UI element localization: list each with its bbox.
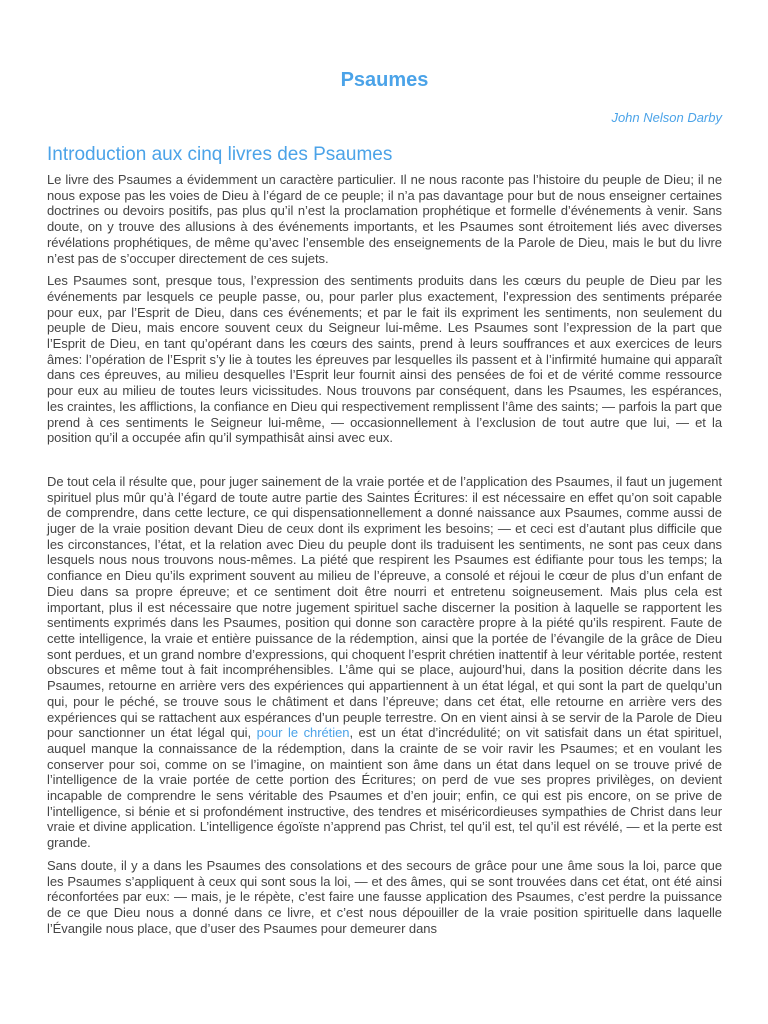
paragraph-3: [47, 474, 722, 851]
pour-le-chretien-link[interactable]: pour le chrétien: [256, 725, 350, 741]
page-title: Psaumes: [340, 69, 429, 91]
paragraph-3-text-start: De tout cela il résulte que, pour juger sainement de la vraie portée et de l’application des Psaumes, il faut un jugement spirituel plus mûr qu’à l’égard de toute autre partie des Saintes Écritures: il est nécessaire en effet qu’on soit capable de comprendre, dans cette lecture, ce qui dispensationnellement a donné naissance aux Psaumes, comme aussi de juger de la vraie position devant Dieu de ceux dont ils expriment les besoins; — et ceci est d’autant plus difficile que les circonstances, l’état, et la relation avec Dieu du peuple dont ils traduisent les sentiments, ne sont pas ceux dans lesquels nous nous trouvons nous-mêmes. La piété que respirent les Psaumes est édifiante pour tous les temps; la confiance en Dieu qu’ils expriment souvent au milieu de l’épreuve, a consolé et réjoui le cœur de plus d’un enfant de Dieu dans sa propre épreuve; et ce sentiment doit être nourri et entretenu soigneusement. Mais plus cela est important, plus il est nécessaire que notre jugement spirituel sache discerner la position à laquelle se rapportent les sentiments exprimés dans les Psaumes, position qui donne son caractère propre à la piété qu’ils respirent. Faute de cette intelligence, la vraie et entière puissance de la rédemption, ainsi que la portée de l’évangile de la grâce de Dieu sont perdues, et un grand nombre d’expressions, qui choquent l’esprit chrétien inattentif à leur véritable portée, restent obscures et même tout à fait incompréhensibles. L’âme qui se place, aujourd’hui, dans la position décrite dans les Psaumes, retourne en arrière vers des expériences qui appartiennent à un état légal, et qui sont la part de quelqu’un qui, pour le péché, se trouve sous le châtiment et dans l’épreuve; dans cet état, elle retourne en arrière vers des expériences qui se rattachent aux espérances d’un peuple terrestre. On en vient ainsi à se servir de la Parole de Dieu pour sanctionner un état légal qui,: [47, 473, 722, 741]
paragraph-1: Le livre des Psaumes a évidemment un caractère particulier. Il ne nous raconte pas l’histoire du peuple de Dieu; il ne nous expose pas les voies de Dieu à l’égard de ce peuple; il n’a pas davantage pour but de nous enseigner certaines doctrines ou devoirs positifs, pas plus qu’il n’est la proclamation prophétique et formelle d’événements à venir. Sans doute, on y trouve des allusions à des événements importants, et les Psaumes sont étroitement liés avec diverses révélations prophétiques, de même qu’avec l’ensemble des enseignements de la Parole de Dieu, mais le but du livre n’est pas de s’occuper directement de ces sujets.: [47, 172, 722, 266]
author-name: John Nelson Darby: [611, 110, 722, 125]
paragraph-3-text-end: , est un état d’incrédulité; on vit satisfait dans un état spirituel, auquel manque la connaissance de la rédemption, dans la crainte de se voir ravir les Psaumes; et en voulant les conserver pour soi, comme on se l’imagine, on maintient son âme dans un état dans lequel on se trouve privé de l’intelligence de la vraie portée de cette portion des Écritures; on perd de vue ses propres privilèges, on devient incapable de comprendre le sens véritable des Psaumes et d’en jouir; enfin, ce qui est pis encore, on se prive de l’intelligence, si bénie et si profondément instructive, des tendres et miséricordieuses sympathies de Christ dans leur vraie et divine application. L’intelligence égoïste n’apprend pas Christ, tel qu’il est, tel qu’il est révélé, — et la perte est grande.: [47, 725, 723, 851]
paragraph-4: Sans doute, il y a dans les Psaumes des consolations et des secours de grâce pour une âme sous la loi, parce que les Psaumes s’appliquent à ceux qui sont sous la loi, — et des âmes, qui se sont trouvées dans cet état, ont été ainsi réconfortées par eux: — mais, je le répète, c’est faire une fausse application des Psaumes, c’est perdre la puissance de ce que Dieu nous a donné dans ce livre, et c’est nous dépouiller de la vraie position spirituelle dans laquelle l’Évangile nous place, que d’user des Psaumes pour demeurer dans: [47, 857, 722, 936]
paragraph-2: Les Psaumes sont, presque tous, l’expression des sentiments produits dans les cœurs du peuple de Dieu par les événements par lesquels ce peuple passe, ou, pour parler plus exactement, l’expression des sentiments préparée pour eux, par l’Esprit de Dieu, dans ces événements; et par le fait ils expriment les sentiments, non seulement du peuple de Dieu, mais encore souvent ceux du Seigneur lui-même. Les Psaumes sont l’expression de la part que l’Esprit de Dieu, en tant qu’opérant dans les cœurs des saints, prend à leurs souffrances et aux exercices de leurs âmes: l’opération de l’Esprit s’y lie à toutes les épreuves par lesquelles ils passent et à l’infirmité humaine qui apparaît dans ces épreuves, au milieu desquelles l’Esprit leur fournit ainsi des pensées de foi et de vérité comme ressource pour eux au milieu de toutes leurs vicissitudes. Nous trouvons par conséquent, dans les Psaumes, les espérances, les craintes, les afflictions, la confiance en Dieu qui respectivement remplissent l’âme des saints; — parfois la part que prend à ces sentiments le Seigneur lui-même, — occasionnellement à l’exclusion de tout autre que lui, — et la position qu’il a occupée afin qu’il sympathisât ainsi avec eux.: [47, 273, 722, 446]
section-heading: Introduction aux cinq livres des Psaumes: [47, 144, 393, 165]
